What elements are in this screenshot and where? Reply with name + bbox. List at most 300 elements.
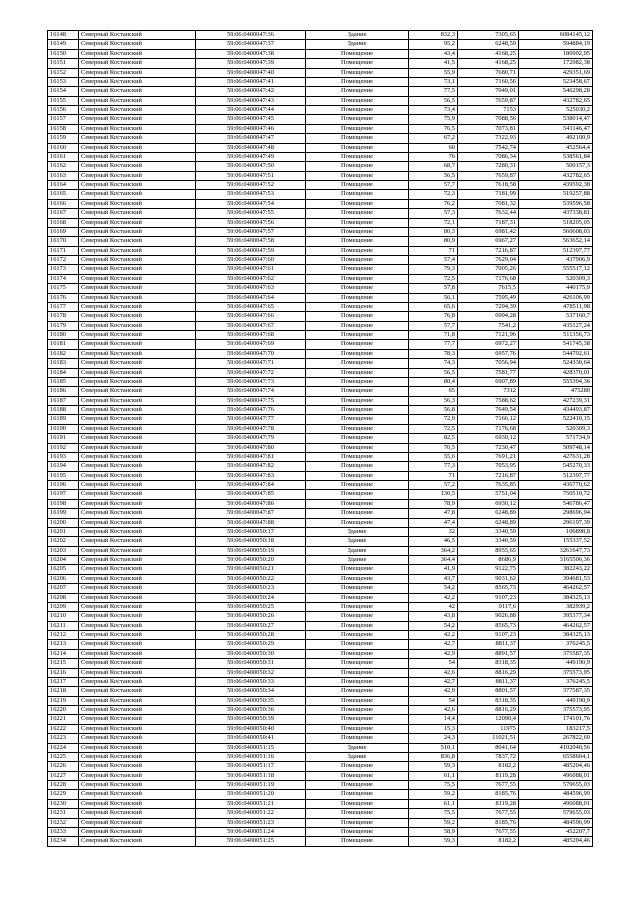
table-row	[48, 274, 593, 283]
table-row	[48, 762, 593, 771]
specific-value-cell: 6957,76	[458, 349, 519, 358]
table-row	[48, 59, 593, 68]
district-name-cell: Северный Костанский	[79, 734, 196, 743]
district-name-cell: Северный Костанский	[79, 274, 196, 283]
area-cell: 57,4	[409, 256, 458, 265]
cadastral-value-cell: 537160,7	[519, 312, 593, 321]
cadastral-number-cell: 59:06:0400047:69	[196, 340, 306, 349]
cadastral-number-cell: 59:06:0400047:77	[196, 415, 306, 424]
district-name-cell: Северный Костанский	[79, 612, 196, 621]
cadastral-number-cell: 59:06:0400047:46	[196, 124, 306, 133]
specific-value-cell: 8318,35	[458, 696, 519, 705]
cadastral-value-cell: 437338,81	[519, 209, 593, 218]
area-cell: 82,5	[409, 434, 458, 443]
table-row	[48, 659, 593, 668]
area-cell: 60	[409, 143, 458, 152]
row-number-cell: 16217	[48, 677, 79, 686]
area-cell: 54	[409, 696, 458, 705]
specific-value-cell: 9026,88	[458, 612, 519, 621]
cadastral-number-cell: 59:06:0400047:82	[196, 462, 306, 471]
specific-value-cell: 7691,21	[458, 452, 519, 461]
object-type-cell: Помещение	[306, 256, 409, 265]
cadastral-value-cell: 518205,05	[519, 218, 593, 227]
row-number-cell: 16200	[48, 518, 79, 527]
district-name-cell: Северный Костанский	[79, 434, 196, 443]
cadastral-value-cell: 432782,65	[519, 171, 593, 180]
cadastral-number-cell: 59:06:0400050:34	[196, 687, 306, 696]
specific-value-cell: 4168,25	[458, 59, 519, 68]
district-name-cell: Северный Костанский	[79, 771, 196, 780]
cadastral-number-cell: 59:06:0400047:67	[196, 321, 306, 330]
cadastral-number-cell: 59:06:0400050:31	[196, 659, 306, 668]
cadastral-number-cell: 59:06:0400047:60	[196, 256, 306, 265]
cadastral-value-cell: 546298,28	[519, 87, 593, 96]
object-type-cell: Помещение	[306, 396, 409, 405]
district-name-cell: Северный Костанский	[79, 237, 196, 246]
area-cell: 47,8	[409, 509, 458, 518]
district-name-cell: Северный Костанский	[79, 209, 196, 218]
row-number-cell: 16199	[48, 509, 79, 518]
area-cell: 55,9	[409, 68, 458, 77]
district-name-cell: Северный Костанский	[79, 640, 196, 649]
object-type-cell: Помещение	[306, 734, 409, 743]
cadastral-number-cell: 59:06:0400047:43	[196, 96, 306, 105]
specific-value-cell: 7312	[458, 387, 519, 396]
object-type-cell: Помещение	[306, 152, 409, 161]
row-number-cell: 16191	[48, 434, 79, 443]
table-row	[48, 227, 593, 236]
object-type-cell: Помещение	[306, 87, 409, 96]
row-number-cell: 16210	[48, 612, 79, 621]
cadastral-value-cell: 394681,53	[519, 574, 593, 583]
row-number-cell: 16166	[48, 199, 79, 208]
object-type-cell: Помещение	[306, 612, 409, 621]
area-cell: 67,2	[409, 134, 458, 143]
specific-value-cell: 7056,94	[458, 359, 519, 368]
object-type-cell: Помещение	[306, 274, 409, 283]
table-row	[48, 631, 593, 640]
row-number-cell: 16176	[48, 293, 79, 302]
table-row	[48, 181, 593, 190]
row-number-cell: 16153	[48, 77, 79, 86]
cadastral-value-cell: 6558604,1	[519, 752, 593, 761]
cadastral-value-cell: 452564,4	[519, 143, 593, 152]
district-name-cell: Северный Костанский	[79, 537, 196, 546]
object-type-cell: Помещение	[306, 406, 409, 415]
row-number-cell: 16175	[48, 284, 79, 293]
district-name-cell: Северный Костанский	[79, 602, 196, 611]
table-row	[48, 724, 593, 733]
table-row	[48, 190, 593, 199]
area-cell: 57,7	[409, 321, 458, 330]
object-type-cell: Помещение	[306, 162, 409, 171]
cadastral-number-cell: 59:06:0400047:56	[196, 218, 306, 227]
district-name-cell: Северный Костанский	[79, 227, 196, 236]
table-row	[48, 49, 593, 58]
district-name-cell: Северный Костанский	[79, 31, 196, 40]
area-cell: 510,1	[409, 743, 458, 752]
area-cell: 72,3	[409, 190, 458, 199]
cadastral-value-cell: 546786,47	[519, 499, 593, 508]
district-name-cell: Северный Костанский	[79, 40, 196, 49]
district-name-cell: Северный Костанский	[79, 87, 196, 96]
row-number-cell: 16163	[48, 171, 79, 180]
cadastral-number-cell: 59:06:0400050:30	[196, 649, 306, 658]
specific-value-cell: 7541,2	[458, 321, 519, 330]
cadastral-value-cell: 492100,9	[519, 134, 593, 143]
specific-value-cell: 8182,2	[458, 837, 519, 846]
row-number-cell: 16196	[48, 481, 79, 490]
district-name-cell: Северный Костанский	[79, 499, 196, 508]
row-number-cell: 16190	[48, 424, 79, 433]
row-number-cell: 16179	[48, 321, 79, 330]
district-name-cell: Северный Костанский	[79, 781, 196, 790]
object-type-cell: Помещение	[306, 659, 409, 668]
table-row	[48, 518, 593, 527]
district-name-cell: Северный Костанский	[79, 574, 196, 583]
object-type-cell: Помещение	[306, 818, 409, 827]
table-row	[48, 406, 593, 415]
area-cell: 130,5	[409, 490, 458, 499]
cadastral-number-cell: 59:06:0400050:32	[196, 668, 306, 677]
object-type-cell: Помещение	[306, 837, 409, 846]
cadastral-value-cell: 541745,38	[519, 340, 593, 349]
row-number-cell: 16183	[48, 359, 79, 368]
table-row	[48, 481, 593, 490]
cadastral-value-cell: 183217,5	[519, 724, 593, 733]
area-cell: 56,1	[409, 293, 458, 302]
object-type-cell: Помещение	[306, 340, 409, 349]
table-row	[48, 349, 593, 358]
cadastral-value-cell: 512397,77	[519, 471, 593, 480]
object-type-cell: Помещение	[306, 799, 409, 808]
district-name-cell: Северный Костанский	[79, 584, 196, 593]
table-row	[48, 40, 593, 49]
row-number-cell: 16216	[48, 668, 79, 677]
area-cell: 65,6	[409, 302, 458, 311]
district-name-cell: Северный Костанский	[79, 49, 196, 58]
area-cell: 77,5	[409, 87, 458, 96]
table-row	[48, 462, 593, 471]
object-type-cell: Помещение	[306, 499, 409, 508]
cadastral-number-cell: 59:06:0400051:20	[196, 790, 306, 799]
cadastral-number-cell: 59:06:0400047:81	[196, 452, 306, 461]
area-cell: 71	[409, 471, 458, 480]
row-number-cell: 16226	[48, 762, 79, 771]
row-number-cell: 16215	[48, 659, 79, 668]
district-name-cell: Северный Костанский	[79, 331, 196, 340]
area-cell: 59,3	[409, 837, 458, 846]
district-name-cell: Северный Костанский	[79, 424, 196, 433]
specific-value-cell: 7635,85	[458, 481, 519, 490]
table-row	[48, 781, 593, 790]
row-number-cell: 16148	[48, 31, 79, 40]
cadastral-value-cell: 555394,36	[519, 377, 593, 386]
district-name-cell: Северный Костанский	[79, 546, 196, 555]
table-row	[48, 799, 593, 808]
cadastral-number-cell: 59:06:0400050:19	[196, 546, 306, 555]
cadastral-value-cell: 429351,69	[519, 68, 593, 77]
table-row	[48, 687, 593, 696]
table-row	[48, 134, 593, 143]
table-row	[48, 443, 593, 452]
row-number-cell: 16167	[48, 209, 79, 218]
cadastral-number-cell: 59:06:0400050:26	[196, 612, 306, 621]
object-type-cell: Помещение	[306, 434, 409, 443]
area-cell: 79,3	[409, 265, 458, 274]
area-cell: 42,9	[409, 649, 458, 658]
row-number-cell: 16158	[48, 124, 79, 133]
table-row	[48, 68, 593, 77]
cadastral-number-cell: 59:06:0400050:27	[196, 621, 306, 630]
cadastral-value-cell: 267822,69	[519, 734, 593, 743]
district-name-cell: Северный Костанский	[79, 706, 196, 715]
district-name-cell: Северный Костанский	[79, 715, 196, 724]
specific-value-cell: 7581,77	[458, 368, 519, 377]
area-cell: 56,8	[409, 406, 458, 415]
area-cell: 73,4	[409, 106, 458, 115]
table-row	[48, 593, 593, 602]
cadastral-number-cell: 59:06:0400047:45	[196, 115, 306, 124]
district-name-cell: Северный Костанский	[79, 368, 196, 377]
district-name-cell: Северный Костанский	[79, 199, 196, 208]
cadastral-value-cell: 496088,01	[519, 799, 593, 808]
district-name-cell: Северный Костанский	[79, 321, 196, 330]
row-number-cell: 16165	[48, 190, 79, 199]
table-row	[48, 790, 593, 799]
specific-value-cell: 6248,89	[458, 509, 519, 518]
row-number-cell: 16174	[48, 274, 79, 283]
cadastral-value-cell: 376245,5	[519, 677, 593, 686]
row-number-cell: 16149	[48, 40, 79, 49]
specific-value-cell: 6972,27	[458, 340, 519, 349]
table-row	[48, 387, 593, 396]
district-name-cell: Северный Костанский	[79, 181, 196, 190]
cadastral-number-cell: 59:06:0400051:16	[196, 752, 306, 761]
object-type-cell: Помещение	[306, 471, 409, 480]
table-row	[48, 415, 593, 424]
cadastral-value-cell: 475280	[519, 387, 593, 396]
district-name-cell: Северный Костанский	[79, 837, 196, 846]
specific-value-cell: 7322,93	[458, 134, 519, 143]
row-number-cell: 16213	[48, 640, 79, 649]
area-cell: 43,7	[409, 574, 458, 583]
district-name-cell: Северный Костанский	[79, 490, 196, 499]
district-name-cell: Северный Костанский	[79, 59, 196, 68]
area-cell: 47,4	[409, 518, 458, 527]
table-row	[48, 424, 593, 433]
specific-value-cell: 9117,6	[458, 602, 519, 611]
district-name-cell: Северный Костанский	[79, 668, 196, 677]
district-name-cell: Северный Костанский	[79, 593, 196, 602]
specific-value-cell: 7081,32	[458, 199, 519, 208]
district-name-cell: Северный Костанский	[79, 340, 196, 349]
object-type-cell: Помещение	[306, 143, 409, 152]
row-number-cell: 16177	[48, 302, 79, 311]
object-type-cell: Помещение	[306, 312, 409, 321]
row-number-cell: 16152	[48, 68, 79, 77]
specific-value-cell: 7659,87	[458, 171, 519, 180]
specific-value-cell: 8185,76	[458, 818, 519, 827]
cadastral-number-cell: 59:06:0400047:70	[196, 349, 306, 358]
specific-value-cell: 7305,65	[458, 31, 519, 40]
district-name-cell: Северный Костанский	[79, 68, 196, 77]
cadastral-value-cell: 155337,52	[519, 537, 593, 546]
specific-value-cell: 7542,74	[458, 143, 519, 152]
area-cell: 836,8	[409, 752, 458, 761]
cadastral-number-cell: 59:06:0400051:21	[196, 799, 306, 808]
table-row	[48, 96, 593, 105]
specific-value-cell: 9122,75	[458, 565, 519, 574]
district-name-cell: Северный Костанский	[79, 218, 196, 227]
cadastral-value-cell: 426106,99	[519, 293, 593, 302]
row-number-cell: 16203	[48, 546, 79, 555]
table-row	[48, 752, 593, 761]
row-number-cell: 16168	[48, 218, 79, 227]
cadastral-number-cell: 59:06:0400047:72	[196, 368, 306, 377]
area-cell: 78,9	[409, 499, 458, 508]
cadastral-number-cell: 59:06:0400047:61	[196, 265, 306, 274]
table-row	[48, 115, 593, 124]
object-type-cell: Помещение	[306, 574, 409, 583]
object-type-cell: Помещение	[306, 462, 409, 471]
row-number-cell: 16224	[48, 743, 79, 752]
row-number-cell: 16154	[48, 87, 79, 96]
district-name-cell: Северный Костанский	[79, 171, 196, 180]
cadastral-value-cell: 298696,94	[519, 509, 593, 518]
cadastral-number-cell: 59:06:0400050:18	[196, 537, 306, 546]
cadastral-value-cell: 555517,12	[519, 265, 593, 274]
cadastral-value-cell: 579655,03	[519, 781, 593, 790]
row-number-cell: 16205	[48, 565, 79, 574]
cadastral-value-cell: 395377,34	[519, 612, 593, 621]
specific-value-cell: 8041,64	[458, 743, 519, 752]
specific-value-cell: 6994,28	[458, 312, 519, 321]
table-row	[48, 706, 593, 715]
cadastral-number-cell: 59:06:0400047:84	[196, 481, 306, 490]
cadastral-number-cell: 59:06:0400047:87	[196, 509, 306, 518]
table-row	[48, 152, 593, 161]
area-cell: 55,6	[409, 452, 458, 461]
area-cell: 71,8	[409, 331, 458, 340]
district-name-cell: Северный Костанский	[79, 134, 196, 143]
cadastral-value-cell: 509748,14	[519, 443, 593, 452]
area-cell: 57,8	[409, 284, 458, 293]
row-number-cell: 16232	[48, 818, 79, 827]
object-type-cell: Помещение	[306, 762, 409, 771]
cadastral-value-cell: 382939,2	[519, 602, 593, 611]
row-number-cell: 16223	[48, 734, 79, 743]
specific-value-cell: 9107,23	[458, 631, 519, 640]
table-row	[48, 809, 593, 818]
specific-value-cell: 11975	[458, 724, 519, 733]
row-number-cell: 16182	[48, 349, 79, 358]
specific-value-cell: 8565,73	[458, 621, 519, 630]
table-row	[48, 340, 593, 349]
row-number-cell: 16164	[48, 181, 79, 190]
row-number-cell: 16233	[48, 827, 79, 836]
cadastral-number-cell: 59:06:0400047:83	[196, 471, 306, 480]
table-row	[48, 331, 593, 340]
object-type-cell: Помещение	[306, 415, 409, 424]
cadastral-number-cell: 59:06:0400051:17	[196, 762, 306, 771]
row-number-cell: 16229	[48, 790, 79, 799]
district-name-cell: Северный Костанский	[79, 509, 196, 518]
cadastral-value-cell: 560608,03	[519, 227, 593, 236]
object-type-cell: Помещение	[306, 696, 409, 705]
area-cell: 41,9	[409, 565, 458, 574]
object-type-cell: Помещение	[306, 209, 409, 218]
specific-value-cell: 7049,01	[458, 87, 519, 96]
table-row	[48, 199, 593, 208]
cadastral-value-cell: 485204,46	[519, 837, 593, 846]
cadastral-value-cell: 538014,47	[519, 115, 593, 124]
cadastral-value-cell: 436770,62	[519, 481, 593, 490]
cadastral-value-cell: 375573,95	[519, 706, 593, 715]
row-number-cell: 16197	[48, 490, 79, 499]
object-type-cell: Помещение	[306, 771, 409, 780]
cadastral-value-cell: 432782,65	[519, 96, 593, 105]
cadastral-number-cell: 59:06:0400047:49	[196, 152, 306, 161]
specific-value-cell: 9107,23	[458, 593, 519, 602]
area-cell: 54,2	[409, 621, 458, 630]
row-number-cell: 16228	[48, 781, 79, 790]
table-row	[48, 584, 593, 593]
cadastral-value-cell: 3165506,36	[519, 556, 593, 565]
area-cell: 24,3	[409, 734, 458, 743]
area-cell: 43,4	[409, 49, 458, 58]
cadastral-value-cell: 449190,9	[519, 659, 593, 668]
area-cell: 32	[409, 527, 458, 536]
cadastral-number-cell: 59:06:0400047:37	[196, 40, 306, 49]
table-row	[48, 302, 593, 311]
district-name-cell: Северный Костанский	[79, 481, 196, 490]
area-cell: 42,2	[409, 631, 458, 640]
cadastral-value-cell: 428370,01	[519, 368, 593, 377]
object-type-cell: Помещение	[306, 565, 409, 574]
specific-value-cell: 8318,35	[458, 659, 519, 668]
specific-value-cell: 7294,39	[458, 302, 519, 311]
district-name-cell: Северный Костанский	[79, 246, 196, 255]
specific-value-cell: 7680,71	[458, 68, 519, 77]
cadastral-value-cell: 377587,35	[519, 687, 593, 696]
table-body	[48, 31, 593, 847]
specific-value-cell: 8185,76	[458, 790, 519, 799]
row-number-cell: 16192	[48, 443, 79, 452]
district-name-cell: Северный Костанский	[79, 687, 196, 696]
area-cell: 56,3	[409, 396, 458, 405]
row-number-cell: 16193	[48, 452, 79, 461]
district-name-cell: Северный Костанский	[79, 743, 196, 752]
row-number-cell: 16207	[48, 584, 79, 593]
object-type-cell: Помещение	[306, 781, 409, 790]
object-type-cell: Помещение	[306, 584, 409, 593]
table-row	[48, 527, 593, 536]
table-row	[48, 556, 593, 565]
district-name-cell: Северный Костанский	[79, 396, 196, 405]
specific-value-cell: 8119,28	[458, 771, 519, 780]
cadastral-number-cell: 59:06:0400050:25	[196, 602, 306, 611]
cadastral-number-cell: 59:06:0400047:63	[196, 284, 306, 293]
cadastral-number-cell: 59:06:0400047:74	[196, 387, 306, 396]
object-type-cell: Здание	[306, 743, 409, 752]
area-cell: 57,7	[409, 181, 458, 190]
area-cell: 57,2	[409, 481, 458, 490]
row-number-cell: 16231	[48, 809, 79, 818]
object-type-cell: Помещение	[306, 724, 409, 733]
specific-value-cell: 7053,95	[458, 462, 519, 471]
cadastral-value-cell: 484596,99	[519, 818, 593, 827]
